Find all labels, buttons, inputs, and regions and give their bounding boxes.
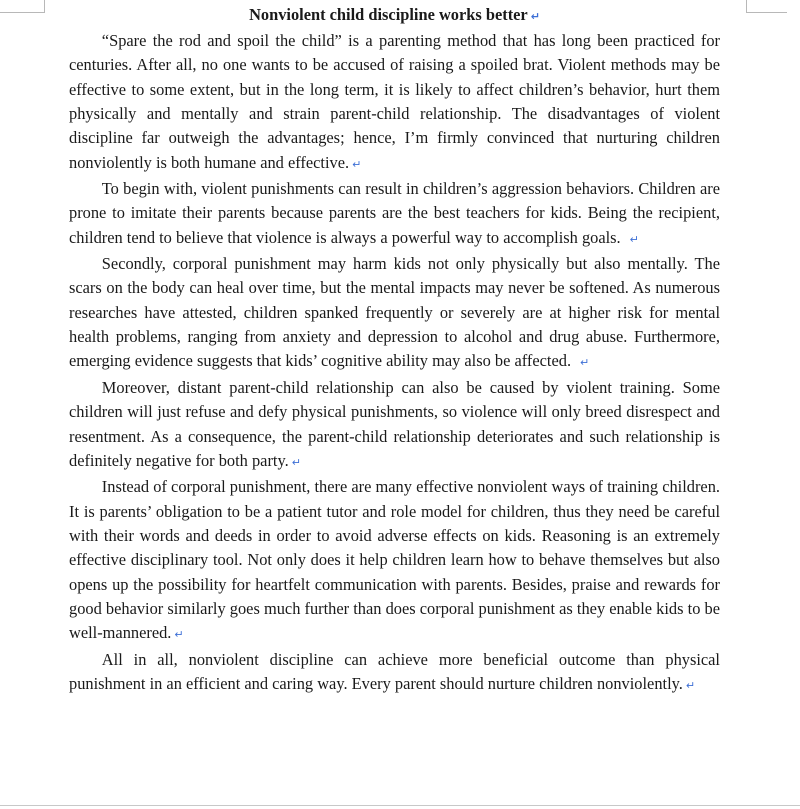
paragraph-mark-icon: ↵ (352, 157, 362, 171)
paragraph-5: Instead of corporal punishment, there are many effective nonviolent ways of training children. It is parents’ obligation to be a patient tutor and role model for children, thus they need be careful with their words and deeds in order to avoid adverse effects on kids. Reasoning is an extremely effective disciplinary tool. Not only does it help children learn how to behave themselves but also opens up the possibility for heartfelt communication with parents. Besides, praise and rewards for good behavior similarly goes much further than does corporal punishment as they enable kids to be well-mannered. ↵ (69, 475, 720, 647)
paragraph-mark-icon: ↵ (530, 10, 540, 23)
paragraph-4: Moreover, distant parent-child relationship can also be caused by violent training. Some children will just refuse and defy physical punishments, so violence will only breed disrespect and resentment. As a consequence, the parent-child relationship deteriorates and such relationship is definitely negative for both party. ↵ (69, 376, 720, 475)
document-body[interactable] (69, 3, 720, 698)
paragraph-6: All in all, nonviolent discipline can achieve more beneficial outcome than physical punishment in an efficient and caring way. Every parent should nurture children nonviolently. ↵ (69, 648, 720, 699)
document-title: Nonviolent child discipline works better ↵ (69, 3, 720, 29)
paragraph-1: “Spare the rod and spoil the child” is a parenting method that has long been practiced for centuries. After all, no one wants to be accused of raising a spoiled brat. Violent methods may be effective to some extent, but in the long term, it is likely to affect children’s behavior, hurt them physically and mentally and strain parent-child relationship. The disadvantages of violent discipline far outweigh the advantages; hence, I’m firmly convinced that nurturing children nonviolently is both humane and effective. ↵ (69, 29, 720, 177)
paragraph-2: To begin with, violent punishments can result in children’s aggression behaviors. Children are prone to imitate their parents because parents are the best teachers for kids. Being the recipient, children tend to believe that violence is always a powerful way to accomplish goals. ↵ (69, 177, 720, 252)
paragraph-mark-icon: ↵ (291, 455, 301, 469)
paragraph-mark-icon: ↵ (685, 678, 696, 692)
paragraph-3: Secondly, corporal punishment may harm kids not only physically but also mentally. The scars on the body can heal over time, but the mental impacts may never be softened. As numerous researches have attested, children spanked frequently or severely are at higher risk for mental health problems, ranging from anxiety and depression to alcohol and drug abuse. Furthermore, emerging evidence suggests that kids’ cognitive ability may also be affected. ↵ (69, 252, 720, 376)
paragraph-mark-icon: ↵ (174, 628, 184, 642)
margin-corner-mark-right (746, 0, 787, 13)
margin-corner-mark-left (0, 0, 45, 13)
page-bottom-rule (0, 805, 800, 806)
paragraph-mark-icon: ↵ (629, 232, 639, 246)
paragraph-mark-icon: ↵ (580, 356, 590, 370)
